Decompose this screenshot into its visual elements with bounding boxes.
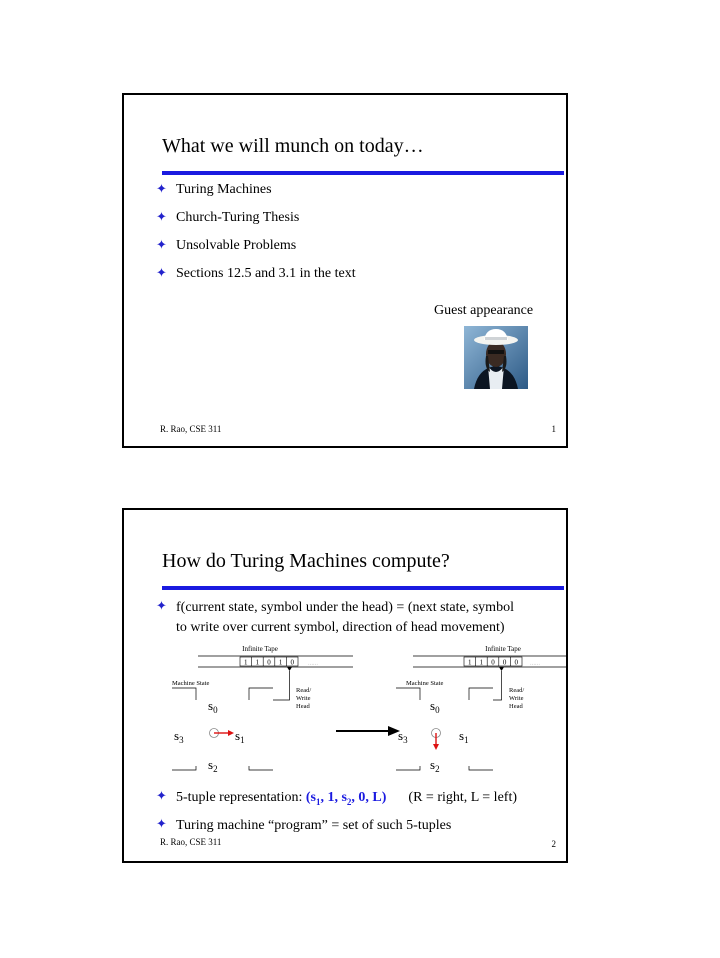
tape-dots: …… bbox=[308, 661, 318, 667]
machine-state-label: Machine State bbox=[406, 680, 444, 687]
head-pointer bbox=[287, 667, 292, 671]
five-tuple: ($s_1$, 1, $s_2$, 0, L) bbox=[305, 790, 387, 807]
tape-label: Infinite Tape bbox=[242, 645, 278, 653]
slide-2-bullet-1 bbox=[156, 598, 514, 638]
four-point-star-icon: ✦ bbox=[156, 182, 167, 197]
head-label-line: Write bbox=[509, 695, 524, 702]
slide-1 bbox=[122, 93, 568, 448]
state-s3: $s_3$ bbox=[398, 728, 408, 745]
bullet-item bbox=[156, 209, 356, 237]
slide-footer-author: R. Rao, CSE 311 bbox=[160, 837, 222, 847]
four-point-star-icon: ✦ bbox=[156, 789, 167, 804]
slide-page-number: 2 bbox=[551, 839, 556, 849]
head-label-line: Read/ bbox=[296, 687, 312, 694]
four-point-star-icon: ✦ bbox=[156, 817, 167, 832]
guest-photo bbox=[464, 326, 528, 389]
slide-page-number: 1 bbox=[551, 424, 556, 434]
head-label-line: Write bbox=[296, 695, 311, 702]
bullet-item bbox=[156, 265, 356, 293]
bullet-text: Turing machine “program” = set of such 5-tuples bbox=[176, 818, 452, 833]
tape-cell: 0 bbox=[514, 658, 518, 667]
slide-1-bullet-list bbox=[156, 181, 356, 293]
tape-cell: 1 bbox=[479, 658, 484, 667]
tape-cell: 1 bbox=[468, 658, 472, 667]
state-s1: $s_1$ bbox=[459, 728, 469, 745]
slide-1-title: What we will munch on today… bbox=[162, 135, 424, 157]
title-underline bbox=[162, 586, 564, 590]
tape-dots: …… bbox=[530, 661, 540, 667]
tape-cell: 0 bbox=[491, 658, 495, 667]
head-label-line: Head bbox=[509, 703, 523, 710]
turing-machine-diagram bbox=[168, 642, 568, 774]
tape-cell: 0 bbox=[290, 658, 294, 667]
slide-footer-author: R. Rao, CSE 311 bbox=[160, 424, 222, 434]
slide-2-bullet-2 bbox=[156, 788, 517, 812]
tape-cells bbox=[240, 657, 318, 667]
bullet-text: Unsolvable Problems bbox=[176, 238, 297, 253]
state-s0: $s_0$ bbox=[430, 698, 440, 715]
head-pointer bbox=[499, 667, 504, 671]
four-point-star-icon: ✦ bbox=[156, 238, 167, 253]
four-point-star-icon: ✦ bbox=[156, 599, 167, 614]
bullet-item bbox=[156, 788, 517, 812]
right-arrow-icon bbox=[228, 730, 234, 736]
bullet-item bbox=[156, 598, 514, 638]
left-machine bbox=[172, 645, 353, 774]
state-s2: $s_2$ bbox=[208, 757, 218, 774]
down-arrow-icon bbox=[433, 744, 439, 750]
bullet-text: 5-tuple representation: ($s_1$, 1, $s_2$, 0, L) (R = right, L = left) bbox=[176, 790, 518, 807]
state-s2: $s_2$ bbox=[430, 757, 440, 774]
bullet-item bbox=[156, 181, 356, 209]
bullet-item bbox=[156, 237, 356, 265]
slide-2-bullet-3 bbox=[156, 816, 451, 836]
four-point-star-icon: ✦ bbox=[156, 266, 167, 281]
slide-2-title: How do Turing Machines compute? bbox=[162, 550, 450, 572]
tape-cells bbox=[464, 657, 540, 667]
bullet-item bbox=[156, 816, 451, 836]
tape-cell: 1 bbox=[278, 658, 283, 667]
state-s1: $s_1$ bbox=[235, 728, 245, 745]
tape-cell: 1 bbox=[255, 658, 260, 667]
head-label-line: Read/ bbox=[509, 687, 525, 694]
state-s0: $s_0$ bbox=[208, 698, 218, 715]
guest-caption: Guest appearance bbox=[434, 303, 534, 318]
bullet-text: Turing Machines bbox=[176, 182, 272, 197]
right-machine bbox=[396, 645, 568, 774]
title-underline bbox=[162, 171, 564, 175]
tape-label: Infinite Tape bbox=[485, 645, 521, 653]
head-label-line: Head bbox=[296, 703, 310, 710]
machine-state-label: Machine State bbox=[172, 680, 210, 687]
tape-cell: 0 bbox=[267, 658, 271, 667]
state-s3: $s_3$ bbox=[174, 728, 184, 745]
tape-cell: 0 bbox=[502, 658, 507, 667]
bullet-text: f(current state, symbol under the head) = (next state, symbol to write over current symbol, direction of head movement) bbox=[176, 600, 514, 635]
bullet-text: Church-Turing Thesis bbox=[176, 210, 300, 225]
bullet-text: Sections 12.5 and 3.1 in the text bbox=[176, 266, 356, 281]
slide-2 bbox=[122, 508, 568, 863]
four-point-star-icon: ✦ bbox=[156, 210, 167, 225]
tape-cell: 1 bbox=[244, 658, 248, 667]
